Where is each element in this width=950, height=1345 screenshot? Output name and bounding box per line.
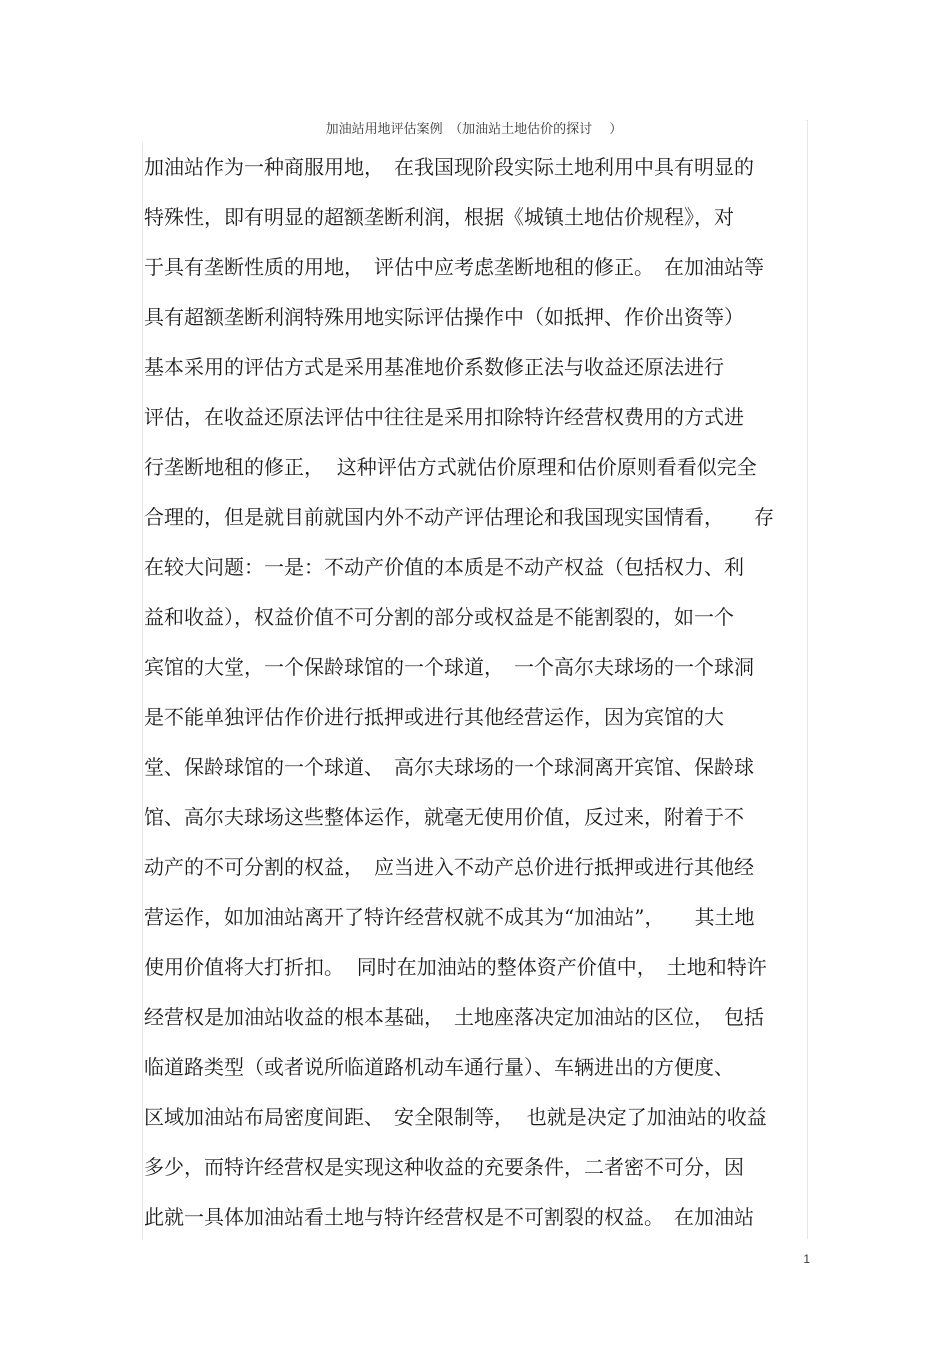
text-line: 临道路类型（或者说所临道路机动车通行量）、车辆进出的方便度、 xyxy=(144,1055,734,1079)
text-line: 区域加油站布局密度间距、 安全限制等， 也就是决定了加油站的收益 xyxy=(144,1105,767,1129)
text-line: 评估，在收益还原法评估中往往是采用扣除特许经营权费用的方式进 xyxy=(144,405,744,429)
text-line: 在较大问题：一是：不动产价值的本质是不动产权益（包括权力、利 xyxy=(144,555,744,579)
text-line: 营运作，如加油站离开了特许经营权就不成其为“加油站”， 其土地 xyxy=(144,905,755,929)
text-line: 经营权是加油站收益的根本基础， 土地座落决定加油站的区位， 包括 xyxy=(144,1005,764,1029)
text-line: 是不能单独评估作价进行抵押或进行其他经营运作，因为宾馆的大 xyxy=(144,705,724,729)
text-line: 行垄断地租的修正， 这种评估方式就估价原理和估价原则看看似完全 xyxy=(144,455,757,479)
text-line: 合理的，但是就目前就国内外不动产评估理论和我国现实国情看， 存 xyxy=(144,505,774,529)
text-line: 此就一具体加油站看土地与特许经营权是不可割裂的权益。 在加油站 xyxy=(144,1205,754,1229)
text-line: 多少，而特许经营权是实现这种收益的充要条件，二者密不可分，因 xyxy=(144,1155,744,1179)
text-line: 加油站作为一种商服用地， 在我国现阶段实际土地利用中具有明显的 xyxy=(144,155,754,179)
text-line: 益和收益），权益价值不可分割的部分或权益是不能割裂的，如一个 xyxy=(144,605,734,629)
page-number: 1 xyxy=(803,1252,810,1266)
body-text xyxy=(144,142,808,1242)
text-line: 宾馆的大堂，一个保龄球馆的一个球道， 一个高尔夫球场的一个球洞 xyxy=(144,655,754,679)
text-line: 基本采用的评估方式是采用基准地价系数修正法与收益还原法进行 xyxy=(144,355,724,379)
text-line: 具有超额垄断利润特殊用地实际评估操作中（如抵押、作价出资等） xyxy=(144,305,744,329)
text-line: 特殊性，即有明显的超额垄断利润，根据《城镇土地估价规程》，对 xyxy=(144,205,734,229)
text-line: 于具有垄断性质的用地， 评估中应考虑垄断地租的修正。 在加油站等 xyxy=(144,255,764,279)
text-line: 馆、高尔夫球场这些整体运作，就毫无使用价值，反过来，附着于不 xyxy=(144,805,744,829)
text-line: 动产的不可分割的权益， 应当进入不动产总价进行抵押或进行其他经 xyxy=(144,855,754,879)
text-line: 堂、保龄球馆的一个球道、 高尔夫球场的一个球洞离开宾馆、保龄球 xyxy=(144,755,754,779)
text-line: 使用价值将大打折扣。 同时在加油站的整体资产价值中， 土地和特许 xyxy=(144,955,767,979)
page-header: 加油站用地评估案例 （加油站土地估价的探讨 ） xyxy=(142,120,806,142)
